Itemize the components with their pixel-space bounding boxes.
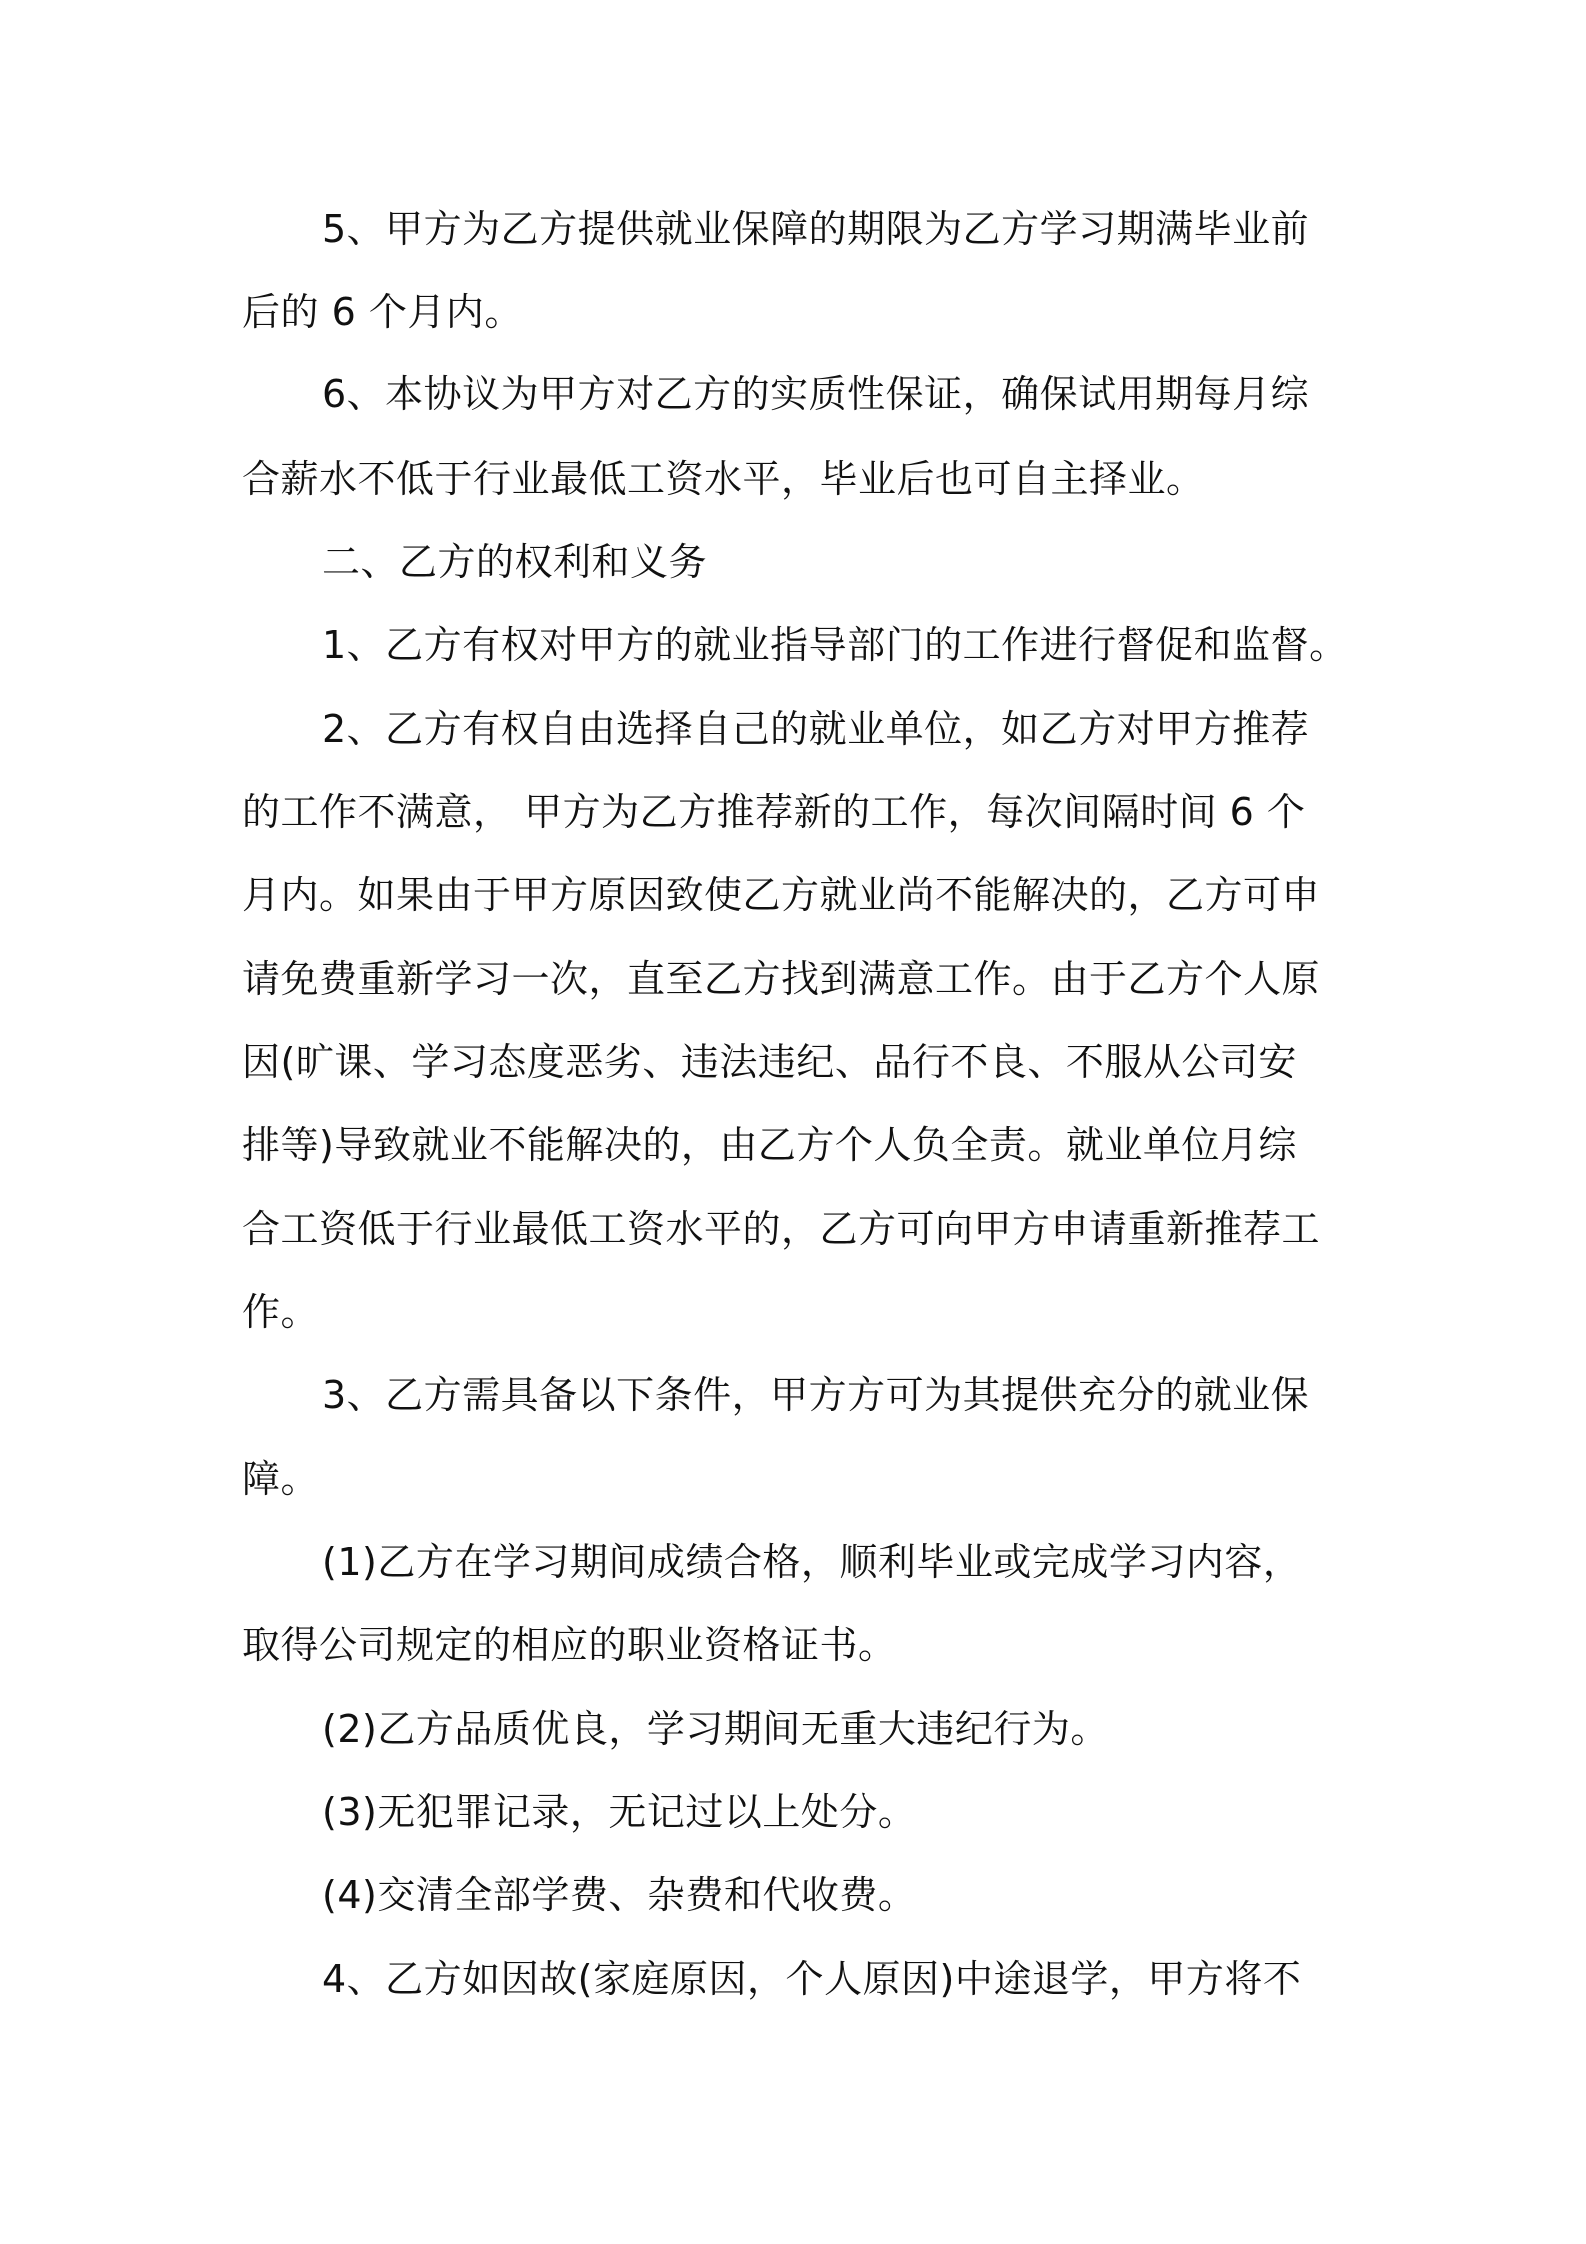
paragraph-line: 6、本协议为甲方对乙方的实质性保证，确保试用期每月综 [322,372,1310,416]
paragraph-line: (3)无犯罪记录，无记过以上处分。 [322,1790,917,1834]
paragraph-line: 障。 [242,1457,320,1501]
paragraph-line: 4、乙方如因故(家庭原因，个人原因)中途退学，甲方将不 [322,1957,1302,2001]
section-heading: 二、乙方的权利和义务 [322,540,708,584]
paragraph-line: 取得公司规定的相应的职业资格证书。 [242,1623,897,1667]
paragraph-line: 3、乙方需具备以下条件，甲方方可为其提供充分的就业保 [322,1373,1310,1417]
paragraph-line: (1)乙方在学习期间成绩合格，顺利毕业或完成学习内容， [322,1540,1302,1584]
paragraph-line: 后的 6 个月内。 [242,290,523,334]
paragraph-line: 月内。如果由于甲方原因致使乙方就业尚不能解决的，乙方可申 [242,873,1321,917]
paragraph-line: 1、乙方有权对甲方的就业指导部门的工作进行督促和监督。 [322,623,1348,667]
paragraph-line: 2、乙方有权自由选择自己的就业单位，如乙方对甲方推荐 [322,707,1310,751]
paragraph-line: 的工作不满意， 甲方为乙方推荐新的工作，每次间隔时间 6 个 [242,790,1306,834]
paragraph-line: 作。 [242,1290,320,1334]
paragraph-line: 5、甲方为乙方提供就业保障的期限为乙方学习期满毕业前 [322,207,1310,251]
paragraph-line: 合工资低于行业最低工资水平的，乙方可向甲方申请重新推荐工 [242,1207,1321,1251]
paragraph-line: (2)乙方品质优良，学习期间无重大违纪行为。 [322,1707,1109,1751]
paragraph-line: 因(旷课、学习态度恶劣、违法违纪、品行不良、不服从公司安 [242,1040,1297,1084]
paragraph-line: 排等)导致就业不能解决的，由乙方个人负全责。就业单位月综 [242,1123,1297,1167]
paragraph-line: 请免费重新学习一次，直至乙方找到满意工作。由于乙方个人原 [242,957,1321,1001]
paragraph-line: (4)交清全部学费、杂费和代收费。 [322,1873,917,1917]
paragraph-line: 合薪水不低于行业最低工资水平，毕业后也可自主择业。 [242,457,1205,501]
